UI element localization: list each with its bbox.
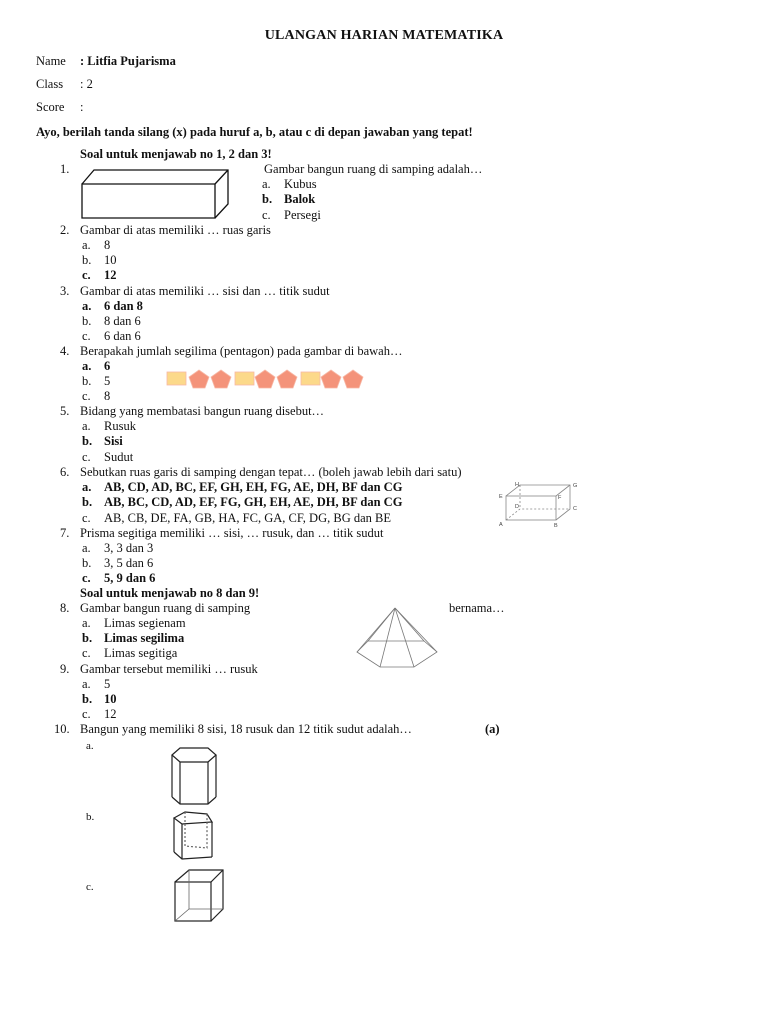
q3-option-c-letter[interactable]: c. [82,329,91,343]
q9-option-a-letter[interactable]: a. [82,677,91,691]
q7-option-a-text: 3, 3 dan 3 [104,541,154,555]
q5-option-c-letter[interactable]: c. [82,450,91,464]
q10-option-c-letter[interactable]: c. [86,881,94,893]
cube-label-d: D [515,504,519,510]
q9-option-b-letter[interactable]: b. [82,692,93,706]
group2-heading: Soal untuk menjawab no 8 dan 9! [80,586,260,600]
q3-option-b-letter[interactable]: b. [82,314,92,328]
q8-option-b-text: Limas segilima [104,631,185,645]
q1-option-c-text: Persegi [284,208,321,222]
question-7-number: 7. [60,526,70,540]
q5-option-a-letter[interactable]: a. [82,419,91,433]
question-10-text: Bangun yang memiliki 8 sisi, 18 rusuk dan 12 titik sudut adalah… [80,722,412,736]
q2-option-b-letter[interactable]: b. [82,253,92,267]
question-5-text: Bidang yang membatasi bangun ruang disebut… [80,404,325,418]
question-8-number: 8. [60,601,70,615]
question-4-number: 4. [60,344,70,358]
cube-label-c: C [573,506,577,512]
question-9-number: 9. [60,662,70,676]
cube-label-h: H [515,482,519,488]
class-value: : 2 [80,77,93,91]
document-title: ULANGAN HARIAN MATEMATIKA [264,28,504,43]
q8-option-b-letter[interactable]: b. [82,631,93,645]
q1-option-b-text: Balok [284,192,316,206]
shapes-row-figure [166,368,366,390]
cube-label-a: A [499,522,503,528]
question-2-number: 2. [60,223,70,237]
class-label: Class [36,77,64,91]
question-7-text: Prisma segitiga memiliki … sisi, … rusuk, dan … titik sudut [80,526,384,540]
q7-option-b-letter[interactable]: b. [82,556,92,570]
q2-option-a-text: 8 [104,238,111,252]
q4-option-b-text: 5 [104,374,111,388]
question-6-text: Sebutkan ruas garis di samping dengan tepat… (boleh jawab lebih dari satu) [80,465,462,479]
q5-option-b-text: Sisi [104,434,123,448]
cuboid-figure [80,168,235,220]
q3-option-a-text: 6 dan 8 [104,299,143,313]
q10-option-a-letter[interactable]: a. [86,740,94,752]
question-10-number: 10. [54,722,70,736]
pentagonal-pyramid-figure [354,606,440,670]
cube-label-g: G [573,483,578,489]
q6-option-c-text: AB, CB, DE, FA, GB, HA, FC, GA, CF, DG, BG dan BE [104,511,391,525]
q5-option-c-text: Sudut [104,450,134,464]
hexagonal-prism-figure [168,746,220,806]
cube-figure [172,868,226,924]
q4-option-c-letter[interactable]: c. [82,389,91,403]
q10-option-b-letter[interactable]: b. [86,811,95,823]
cube-label-f: F [558,495,562,501]
pentagonal-prism-figure [170,810,216,862]
q9-option-a-text: 5 [104,677,111,691]
score-value: : [80,100,84,114]
q1-option-a-text: Kubus [284,177,317,191]
question-9-text: Gambar tersebut memiliki … rusuk [80,662,258,676]
q2-option-a-letter[interactable]: a. [82,238,91,252]
q8-option-a-text: Limas segienam [104,616,186,630]
q8-option-a-letter[interactable]: a. [82,616,91,630]
labeled-cuboid-figure [498,480,583,528]
q6-option-c-letter[interactable]: c. [82,511,91,525]
q1-option-c-letter[interactable]: c. [262,208,271,222]
q4-option-a-text: 6 [104,359,111,373]
q4-option-a-letter[interactable]: a. [82,359,92,373]
q9-option-c-text: 12 [104,707,117,721]
question-8-text-end: bernama… [449,601,505,615]
cube-label-e: E [499,494,503,500]
score-label: Score [36,100,65,114]
q6-option-b-letter[interactable]: b. [82,495,93,509]
question-1-text: Gambar bangun ruang di samping adalah… [264,162,483,176]
q1-option-a-letter[interactable]: a. [262,177,271,191]
q3-option-c-text: 6 dan 6 [104,329,141,343]
question-5-number: 5. [60,404,70,418]
question-3-text: Gambar di atas memiliki … sisi dan … titik sudut [80,284,330,298]
q9-option-b-text: 10 [104,692,117,706]
q6-option-a-text: AB, CD, AD, BC, EF, GH, EH, FG, AE, DH, BF dan CG [104,480,403,494]
q2-option-c-letter[interactable]: c. [82,268,91,282]
q2-option-c-text: 12 [104,268,117,282]
q4-option-b-letter[interactable]: b. [82,374,92,388]
q3-option-a-letter[interactable]: a. [82,299,92,313]
name-value: : Litfia Pujarisma [80,54,176,68]
instruction: Ayo, berilah tanda silang (x) pada huruf a, b, atau c di depan jawaban yang tepat! [36,125,473,139]
q6-option-a-letter[interactable]: a. [82,480,92,494]
q4-option-c-text: 8 [104,389,111,403]
q7-option-c-letter[interactable]: c. [82,571,91,585]
question-2-text: Gambar di atas memiliki … ruas garis [80,223,271,237]
q8-option-c-letter[interactable]: c. [82,646,91,660]
q9-option-c-letter[interactable]: c. [82,707,91,721]
q7-option-b-text: 3, 5 dan 6 [104,556,154,570]
question-6-number: 6. [60,465,70,479]
question-4-text: Berapakah jumlah segilima (pentagon) pada gambar di bawah… [80,344,403,358]
q5-option-a-text: Rusuk [104,419,136,433]
q5-option-b-letter[interactable]: b. [82,434,93,448]
q8-option-c-text: Limas segitiga [104,646,178,660]
cube-label-b: B [554,523,558,529]
q2-option-b-text: 10 [104,253,117,267]
name-label: Name [36,54,66,68]
question-10-answer: (a) [485,722,500,736]
q7-option-c-text: 5, 9 dan 6 [104,571,156,585]
question-8-text: Gambar bangun ruang di samping [80,601,251,615]
q1-option-b-letter[interactable]: b. [262,192,273,206]
question-3-number: 3. [60,284,70,298]
group1-heading: Soal untuk menjawab no 1, 2 dan 3! [80,147,272,161]
question-1-number: 1. [60,162,70,176]
q6-option-b-text: AB, BC, CD, AD, EF, FG, GH, EH, AE, DH, BF dan CG [104,495,403,509]
q3-option-b-text: 8 dan 6 [104,314,141,328]
q7-option-a-letter[interactable]: a. [82,541,91,555]
